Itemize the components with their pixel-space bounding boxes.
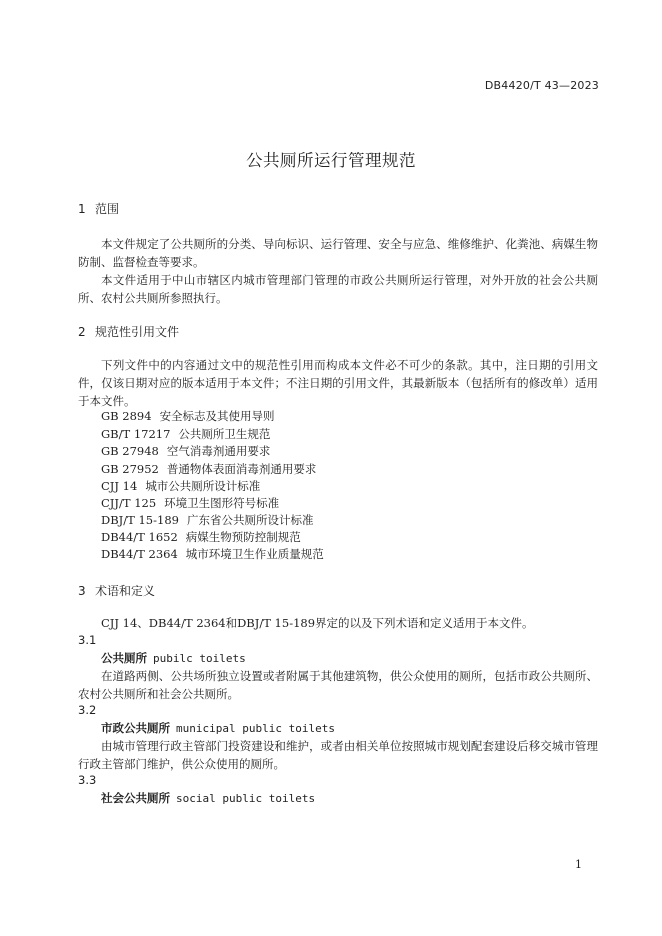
section-number: 3: [78, 584, 86, 598]
reference-code: GB 27952: [101, 462, 159, 476]
section-heading-terms: [78, 582, 155, 599]
scope-paragraph-1: 本文件规定了公共厕所的分类、导向标识、运行管理、安全与应急、维修维护、化粪池、病媒生物防制、监督检查等要求。: [78, 237, 598, 269]
reference-name: 城市公共厕所设计标准: [145, 479, 261, 493]
term-heading: [101, 650, 246, 666]
reference-item: [101, 512, 313, 529]
reference-code: DB44/T 2364: [101, 547, 178, 561]
term-chinese: 公共厕所: [101, 651, 147, 665]
reference-code: GB 27948: [101, 444, 159, 458]
term-heading: [101, 720, 335, 736]
reference-name: 病媒生物预防控制规范: [185, 530, 301, 544]
reference-name: 广东省公共厕所设计标准: [186, 513, 314, 527]
page-number: 1: [575, 858, 582, 871]
reference-code: CJJ/T 125: [101, 496, 157, 510]
reference-code: GB 2894: [101, 409, 152, 423]
document-code: DB4420/T 43—2023: [484, 79, 599, 92]
reference-item: [101, 461, 316, 478]
term-definition: 在道路两侧、公共场所独立设置或者附属于其他建筑物，供公众使用的厕所，包括市政公共厕所、农村公共厕所和社会公共厕所。: [78, 669, 598, 701]
document-title: 公共厕所运行管理规范: [246, 151, 416, 170]
reference-code: CJJ 14: [101, 479, 138, 493]
reference-item: [101, 443, 270, 460]
clause-number: 3.3: [78, 773, 97, 787]
section-number: 1: [78, 202, 86, 216]
term-english: pubilc toilets: [153, 652, 246, 665]
reference-code: DB44/T 1652: [101, 530, 178, 544]
section-heading-scope: [78, 200, 119, 217]
reference-item: [101, 495, 279, 512]
term-chinese: 社会公共厕所: [101, 791, 170, 805]
term-definition: 由城市管理行政主管部门投资建设和维护，或者由相关单位按照城市规划配套建设后移交城市管理行政主管部门维护，供公众使用的厕所。: [78, 739, 598, 771]
reference-code: GB/T 17217: [101, 427, 171, 441]
reference-name: 城市环境卫生作业质量规范: [185, 547, 324, 561]
reference-item: [101, 426, 270, 443]
section-number: 2: [78, 325, 86, 339]
term-english: municipal public toilets: [176, 722, 335, 735]
reference-name: 普通物体表面消毒剂通用要求: [166, 462, 317, 476]
reference-item: [101, 478, 260, 495]
reference-item: [101, 408, 275, 425]
reference-name: 公共厕所卫生规范: [178, 427, 271, 441]
reference-code: DBJ/T 15-189: [101, 513, 179, 527]
terms-intro: CJJ 14、DB44/T 2364和DBJ/T 15-189界定的以及下列术语和定义适用于本文件。: [101, 616, 534, 630]
term-heading: [101, 790, 315, 806]
clause-number: 3.1: [78, 633, 97, 647]
scope-paragraph-2: 本文件适用于中山市辖区内城市管理部门管理的市政公共厕所运行管理，对外开放的社会公共厕所、农村公共厕所参照执行。: [78, 273, 598, 305]
section-title: 术语和定义: [95, 584, 156, 598]
reference-name: 环境卫生图形符号标准: [164, 496, 280, 510]
term-chinese: 市政公共厕所: [101, 721, 170, 735]
reference-item: [101, 529, 301, 546]
reference-name: 空气消毒剂通用要求: [166, 444, 271, 458]
normative-intro: 下列文件中的内容通过文中的规范性引用而构成本文件必不可少的条款。其中，注日期的引用文件，仅该日期对应的版本适用于本文件；不注日期的引用文件，其最新版本（包括所有的修改单）适用于本文件。: [78, 358, 598, 408]
reference-item: [101, 546, 324, 563]
section-title: 范围: [95, 202, 120, 216]
term-english: social public toilets: [176, 792, 316, 805]
clause-number: 3.2: [78, 703, 97, 717]
section-heading-normative-references: [78, 323, 179, 340]
reference-name: 安全标志及其使用导则: [159, 409, 275, 423]
section-title: 规范性引用文件: [95, 325, 180, 339]
